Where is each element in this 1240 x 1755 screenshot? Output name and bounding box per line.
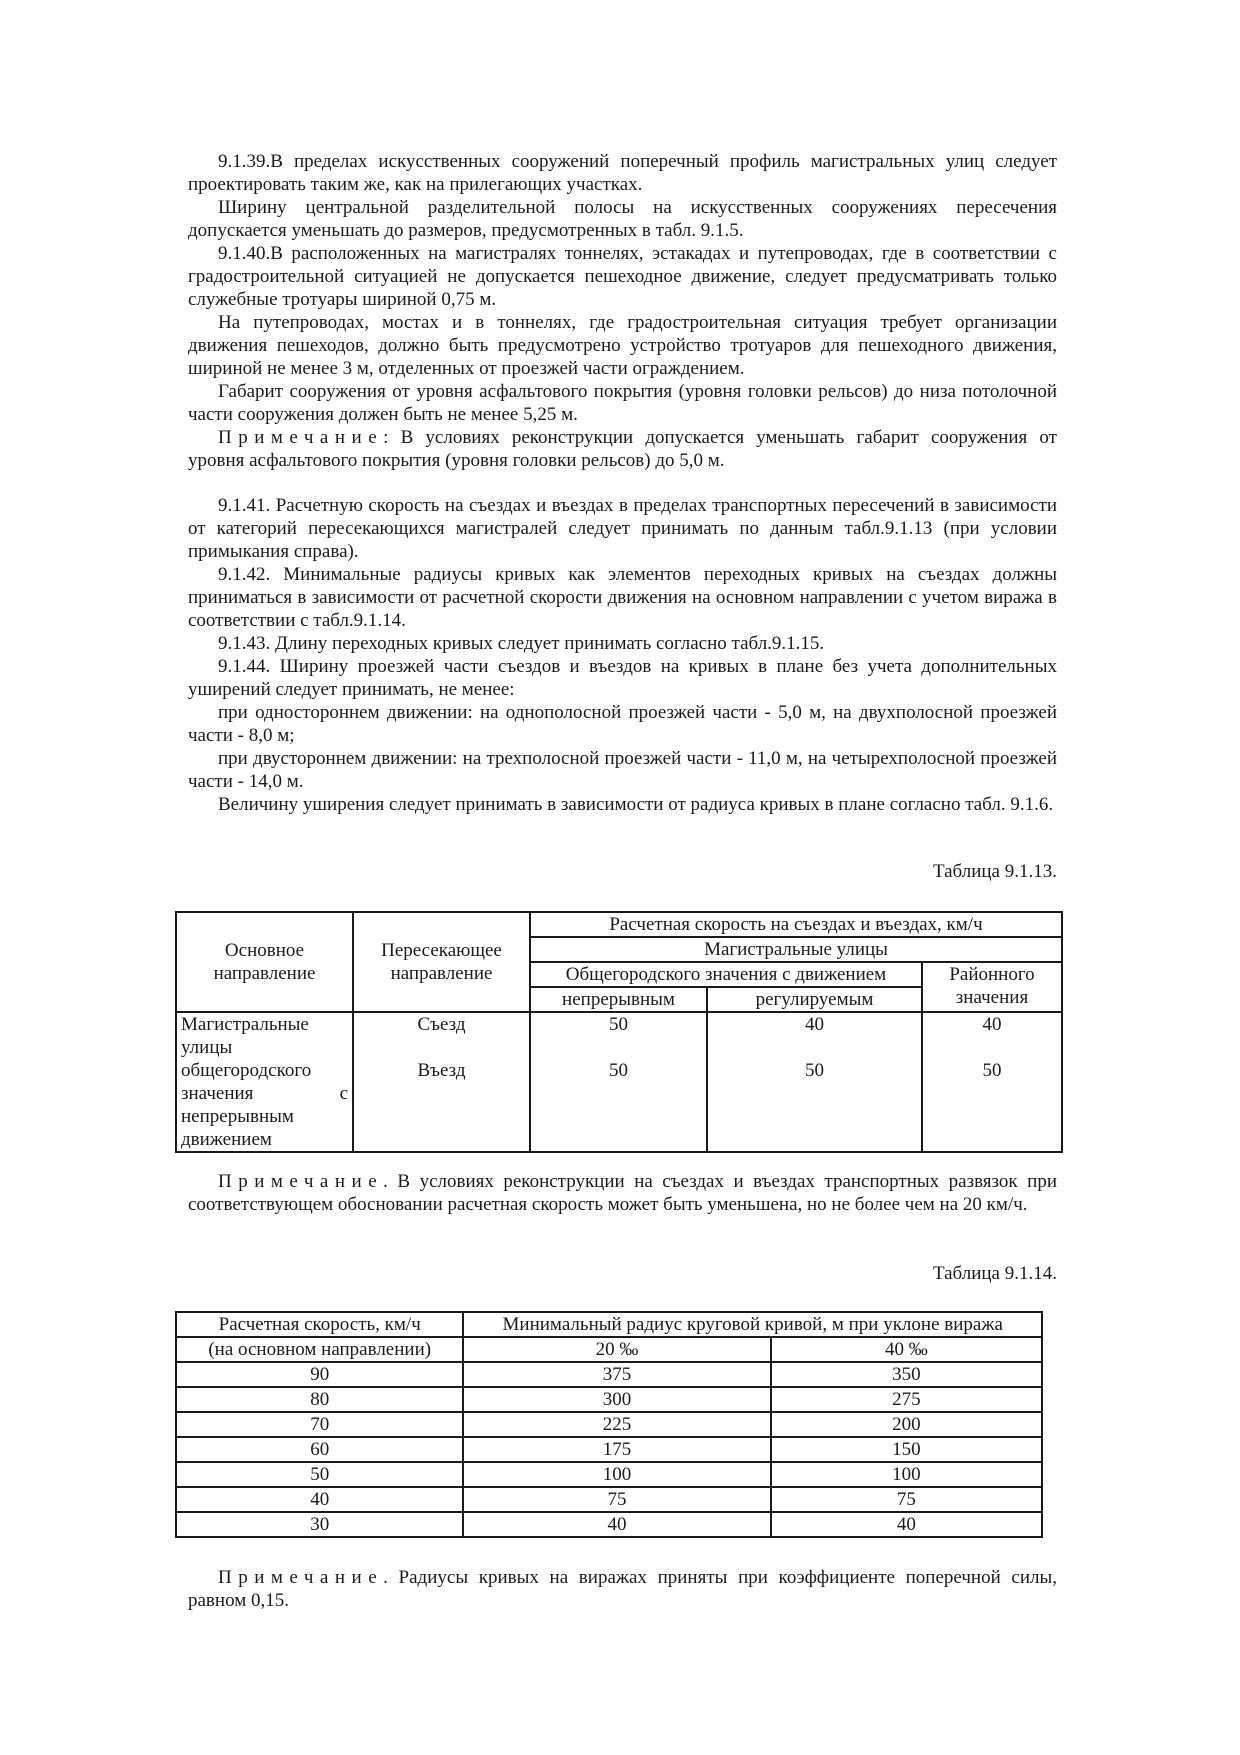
paragraph: На путепроводах, мостах и в тоннелях, где градостроительная ситуация требует организации движения пешеходов, должно быть предусмотрено устройство тротуаров для пешеходного движения, шириной не менее 3 м, отделенных от проезжей части ограждением. — [188, 312, 1057, 379]
note-block — [188, 1170, 1057, 1216]
direction-value: Въезд — [417, 1060, 466, 1081]
header-design-speed: Расчетная скорость на съездах и въездах, км/ч — [530, 912, 1062, 937]
radius-20-cell: 75 — [463, 1487, 770, 1512]
note-text: : В условиях реконструкции допускается уменьшать габарит сооружения от уровня асфальтового покрытия (уровня головки рельсов) до 5,0 м. — [188, 427, 1057, 471]
note-paragraph — [188, 426, 1057, 472]
speed-cell: 70 — [176, 1412, 463, 1437]
header-crossing-direction: Пересекающее направление — [353, 912, 530, 1012]
section-9-1-41-44 — [188, 494, 1057, 816]
continuous-cell — [530, 1012, 707, 1152]
note-text: . Радиусы кривых на виражах приняты при коэффициенте поперечной силы, равном 0,15. — [188, 1567, 1057, 1611]
note-paragraph — [188, 1566, 1057, 1612]
section-9-1-39-40 — [188, 150, 1057, 472]
regulated-cell — [707, 1012, 922, 1152]
row-label: Магистральные улицы общегородского значения с непрерывным движением — [176, 1012, 353, 1152]
header-speed: Расчетная скорость, км/ч — [176, 1312, 463, 1337]
paragraph: 9.1.39.В пределах искусственных сооружений поперечный профиль магистральных улиц следует проектировать таким же, как на прилегающих участках. — [188, 151, 1057, 195]
district-value: 50 — [982, 1060, 1002, 1081]
radius-40-cell: 275 — [771, 1387, 1042, 1412]
header-regulated: регулируемым — [707, 987, 922, 1012]
district-value: 40 — [982, 1014, 1002, 1035]
table-row — [176, 1487, 1042, 1512]
paragraph: Ширину центральной разделительной полосы на искусственных сооружениях пересечения допускается уменьшать до размеров, предусмотренных в табл. 9.1.5. — [188, 197, 1057, 241]
regulated-value: 40 — [805, 1014, 824, 1035]
header-slope-40: 40 ‰ — [771, 1337, 1042, 1362]
paragraph: Габарит сооружения от уровня асфальтового покрытия (уровня головки рельсов) до низа потолочной части сооружения должен быть не менее 5,25 м. — [188, 381, 1057, 425]
speed-cell: 50 — [176, 1462, 463, 1487]
paragraph: 9.1.40.В расположенных на магистралях тоннелях, эстакадах и путепроводах, где в соответствии с градостроительной ситуацией не допускается пешеходное движение, следует предусматривать только служебные тротуары шириной 0,75 м. — [188, 243, 1057, 310]
paragraph: 9.1.42. Минимальные радиусы кривых как элементов переходных кривых на съездах должны приниматься в зависимости от расчетной скорости движения на основном направлении с учетом виража в соответствии с табл.9.1.14. — [188, 564, 1057, 631]
header-arterial-streets: Магистральные улицы — [530, 937, 1062, 962]
table-caption: Таблица 9.1.13. — [932, 861, 1057, 882]
header-continuous: непрерывным — [530, 987, 707, 1012]
radius-40-cell: 75 — [771, 1487, 1042, 1512]
paragraph: 9.1.41. Расчетную скорость на съездах и въездах в пределах транспортных пересечений в зависимости от категорий пересекающихся магистралей следует принимать по данным табл.9.1.13 (при условии примыкания справа). — [188, 495, 1057, 562]
speed-cell: 60 — [176, 1437, 463, 1462]
radius-20-cell: 375 — [463, 1362, 770, 1387]
radius-20-cell: 100 — [463, 1462, 770, 1487]
header-district: Районного значения — [922, 962, 1062, 1012]
table-row — [176, 1362, 1042, 1387]
direction-cell — [353, 1012, 530, 1152]
paragraph: при одностороннем движении: на однополосной проезжей части - 5,0 м, на двухполосной проезжей части - 8,0 м; — [188, 702, 1057, 746]
continuous-value: 50 — [609, 1060, 628, 1081]
header-slope-20: 20 ‰ — [463, 1337, 770, 1362]
speed-cell: 30 — [176, 1512, 463, 1537]
radius-40-cell: 150 — [771, 1437, 1042, 1462]
note-label: Примечание — [218, 427, 384, 448]
table-row — [176, 1387, 1042, 1412]
table-9-1-14 — [175, 1311, 1043, 1538]
radius-40-cell: 100 — [771, 1462, 1042, 1487]
table-row — [176, 1412, 1042, 1437]
table-9-1-13 — [175, 911, 1063, 1153]
header-citywide: Общегородского значения с движением — [530, 962, 922, 987]
paragraph: при двустороннем движении: на трехполосной проезжей части - 11,0 м, на четырехполосной проезжей части - 14,0 м. — [188, 748, 1057, 792]
speed-cell: 40 — [176, 1487, 463, 1512]
note-label: Примечание — [218, 1567, 384, 1588]
table-row — [176, 1012, 1062, 1152]
table-row — [176, 1512, 1042, 1537]
header-min-radius: Минимальный радиус круговой кривой, м при уклоне виража — [463, 1312, 1042, 1337]
table-caption: Таблица 9.1.14. — [932, 1263, 1057, 1284]
radius-40-cell: 40 — [771, 1512, 1042, 1537]
regulated-value: 50 — [805, 1060, 824, 1081]
radius-20-cell: 175 — [463, 1437, 770, 1462]
radius-20-cell: 225 — [463, 1412, 770, 1437]
header-main-direction: Основное направление — [176, 912, 353, 1012]
radius-20-cell: 300 — [463, 1387, 770, 1412]
note-text: . В условиях реконструкции на съездах и въездах транспортных развязок при соответствующем обосновании расчетная скорость может быть уменьшена, но не более чем на 20 км/ч. — [188, 1171, 1057, 1215]
speed-cell: 90 — [176, 1362, 463, 1387]
paragraph: 9.1.44. Ширину проезжей части съездов и въездов на кривых в плане без учета дополнительных уширений следует принимать, не менее: — [188, 656, 1057, 700]
continuous-value: 50 — [609, 1014, 628, 1035]
direction-value: Съезд — [417, 1014, 466, 1035]
header-speed-note: (на основном направлении) — [176, 1337, 463, 1362]
radius-40-cell: 350 — [771, 1362, 1042, 1387]
paragraph: 9.1.43. Длину переходных кривых следует принимать согласно табл.9.1.15. — [218, 633, 825, 654]
paragraph: Величину уширения следует принимать в зависимости от радиуса кривых в плане согласно табл. 9.1.6. — [218, 794, 1054, 815]
speed-cell: 80 — [176, 1387, 463, 1412]
radius-40-cell: 200 — [771, 1412, 1042, 1437]
note-label: Примечание — [218, 1171, 384, 1192]
table-row — [176, 1462, 1042, 1487]
district-cell — [922, 1012, 1062, 1152]
note-block — [188, 1566, 1057, 1612]
table-row — [176, 1437, 1042, 1462]
radius-20-cell: 40 — [463, 1512, 770, 1537]
note-paragraph — [188, 1170, 1057, 1216]
